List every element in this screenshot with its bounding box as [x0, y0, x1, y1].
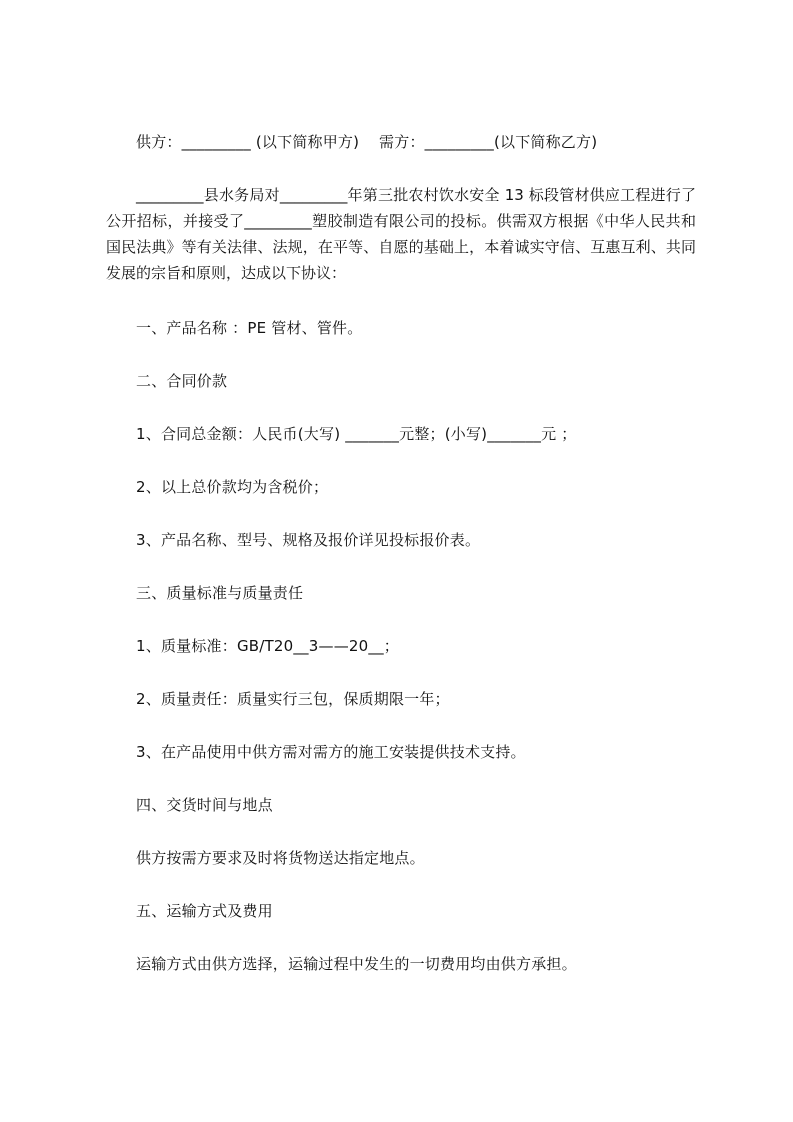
section-5-body: 运输方式由供方选择，运输过程中发生的一切费用均由供方承担。: [136, 955, 577, 973]
section-3-item-1: 1、质量标准：GB/T20__3——20__；: [136, 637, 399, 655]
section-2-item-3: 3、产品名称、型号、规格及报价详见投标报价表。: [136, 531, 481, 549]
section-2-title: 二、合同价款: [136, 372, 228, 390]
section-5-title: 五、运输方式及费用: [136, 902, 273, 920]
section-2-item-1: 1、合同总金额：人民币(大写) _______元整；(小写)_______元 ；: [136, 425, 577, 443]
section-4-title: 四、交货时间与地点: [136, 796, 273, 814]
section-3-item-2: 2、质量责任：质量实行三包，保质期限一年；: [136, 690, 450, 708]
intro-paragraph: [106, 182, 696, 286]
section-3-item-3: 3、在产品使用中供方需对需方的施工安装提供技术支持。: [136, 743, 526, 761]
section-4-body: 供方按需方要求及时将货物送达指定地点。: [136, 849, 425, 867]
intro-paragraph-text: _________县水务局对_________年第三批农村饮水安全 13 标段管材供应工程进行了公开招标，并接受了_________塑胶制造有限公司的投标。供需双方根据《中华人民共和国民法典》等有关法律、法规，在平等、自愿的基础上，本着诚实守信、互惠互利、共同发展的宗旨和原则，达成以下协议：: [106, 186, 696, 282]
section-1-title: 一、产品名称 ：PE 管材、管件。: [136, 319, 363, 337]
section-3-title: 三、质量标准与质量责任: [136, 584, 304, 602]
parties-line: 供方：_________ (以下简称甲方) 需方：_________(以下简称乙方): [136, 133, 598, 151]
section-2-item-2: 2、以上总价款均为含税价；: [136, 478, 329, 496]
